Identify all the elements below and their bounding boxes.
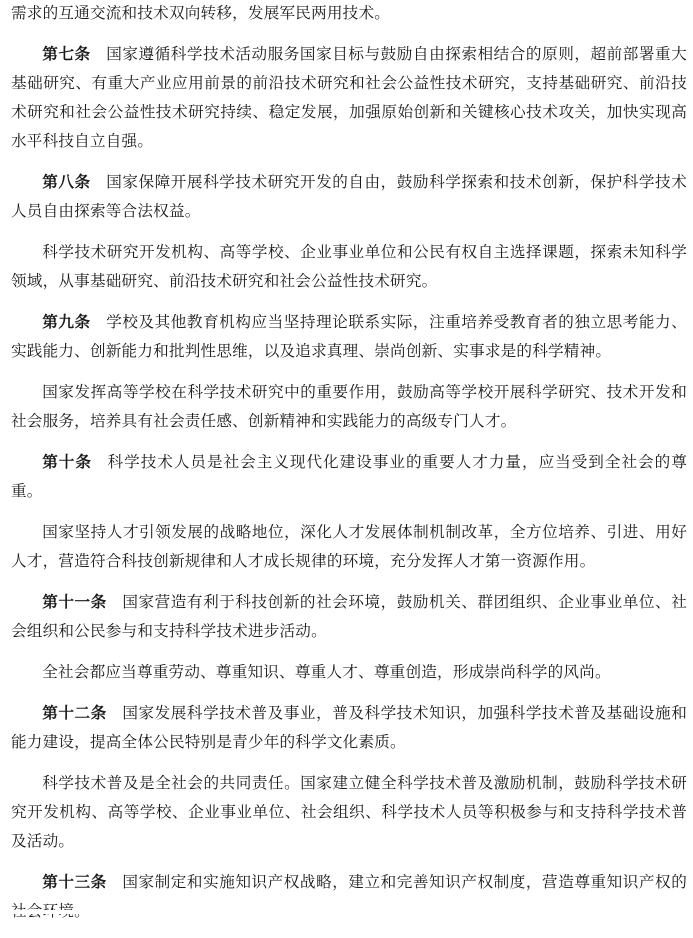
paragraph-text: 国家保障开展科学技术研究开发的自由，鼓励科学探索和技术创新，保护科学技术人员自由探索等合法权益。 [11,173,687,220]
document-body [11,0,687,938]
paragraph [11,658,687,687]
paragraph [11,40,687,156]
article-number: 第十二条 [42,704,107,722]
paragraph-text: 国家坚持人才引领发展的战略地位，深化人才发展体制机制改革，全方位培养、引进、用好人才，营造符合科技创新规律和人才成长规律的环境，充分发挥人才第一资源作用。 [11,523,687,570]
paragraph [11,448,687,506]
article-number: 第十条 [42,453,92,471]
article-number: 第十三条 [42,873,107,891]
paragraph [11,168,687,226]
paragraph-text: 需求的互通交流和技术双向转移，发展军民两用技术。 [11,4,391,22]
paragraph [11,868,687,926]
paragraph-text: 国家发挥高等学校在科学技术研究中的重要作用，鼓励高等学校开展科学研究、技术开发和社会服务，培养具有社会责任感、创新精神和实践能力的高级专门人才。 [11,383,687,430]
paragraph-text: 国家发展科学技术普及事业，普及科学技术知识，加强科学技术普及基础设施和能力建设，提高全体公民特别是青少年的科学文化素质。 [11,704,687,751]
article-number: 第七条 [42,45,91,63]
paragraph-text: 科学技术普及是全社会的共同责任。国家建立健全科学技术普及激励机制，鼓励科学技术研究开发机构、高等学校、企业事业单位、社会组织、科学技术人员等积极参与和支持科学技术普及活动。 [11,774,687,850]
page-bottom-edge [0,910,693,914]
paragraph-text: 学校及其他教育机构应当坚持理论联系实际，注重培养受教育者的独立思考能力、实践能力、创新能力和批判性思维，以及追求真理、崇尚创新、实事求是的科学精神。 [11,313,687,360]
article-number: 第八条 [42,173,91,191]
paragraph-text: 国家制定和实施知识产权战略，建立和完善知识产权制度，营造尊重知识产权的 [122,873,687,891]
paragraph-text: 国家遵循科学技术活动服务国家目标与鼓励自由探索相结合的原则，超前部署重大基础研究、有重大产业应用前景的前沿技术研究和社会公益性技术研究，支持基础研究、前沿技术研究和社会公益性技术研究持续、稳定发展，加强原始创新和关键核心技术攻关，加快实现高水平科技自立自强。 [11,45,687,150]
paragraph-text: 国家营造有利于科技创新的社会环境，鼓励机关、群团组织、企业事业单位、社会组织和公民参与和支持科学技术进步活动。 [11,593,687,640]
paragraph [11,769,687,856]
paragraph [11,378,687,436]
paragraph [11,238,687,296]
article-number: 第九条 [42,313,91,331]
paragraph [11,699,687,757]
paragraph [11,0,687,28]
paragraph-text: 全社会都应当尊重劳动、尊重知识、尊重人才、尊重创造，形成崇尚科学的风尚。 [42,663,611,681]
paragraph-text: 科学技术研究开发机构、高等学校、企业事业单位和公民有权自主选择课题，探索未知科学领域，从事基础研究、前沿技术研究和社会公益性技术研究。 [11,243,687,290]
article-number: 第十一条 [42,593,107,611]
paragraph [11,588,687,646]
paragraph [11,308,687,366]
paragraph-text: 科学技术人员是社会主义现代化建设事业的重要人才力量，应当受到全社会的尊重。 [11,453,687,500]
paragraph [11,518,687,576]
